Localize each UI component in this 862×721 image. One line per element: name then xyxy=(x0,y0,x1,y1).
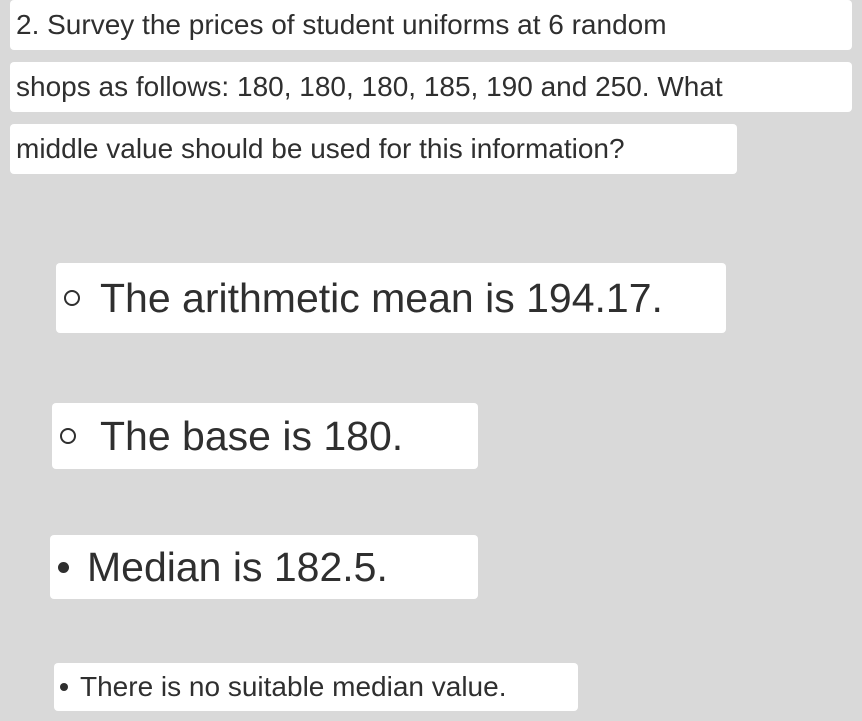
answer-option-label: Median is 182.5. xyxy=(87,543,388,590)
answer-option-base[interactable] xyxy=(52,403,478,469)
bullet-icon xyxy=(58,562,69,573)
answer-option-label: The base is 180. xyxy=(100,412,404,459)
answer-option-arithmetic-mean[interactable] xyxy=(56,263,726,333)
bullet-icon xyxy=(60,683,68,691)
answer-option-median[interactable] xyxy=(50,535,478,599)
radio-circle-icon xyxy=(60,428,76,444)
question-line-2: shops as follows: 180, 180, 180, 185, 190 and 250. What xyxy=(10,62,852,112)
answer-option-label: There is no suitable median value. xyxy=(80,671,507,702)
radio-circle-icon xyxy=(64,290,80,306)
question-line-3: middle value should be used for this information? xyxy=(10,124,737,174)
question-line-1: 2. Survey the prices of student uniforms at 6 random xyxy=(10,0,852,50)
answer-option-no-median[interactable] xyxy=(54,663,578,711)
answer-option-label: The arithmetic mean is 194.17. xyxy=(100,274,663,321)
